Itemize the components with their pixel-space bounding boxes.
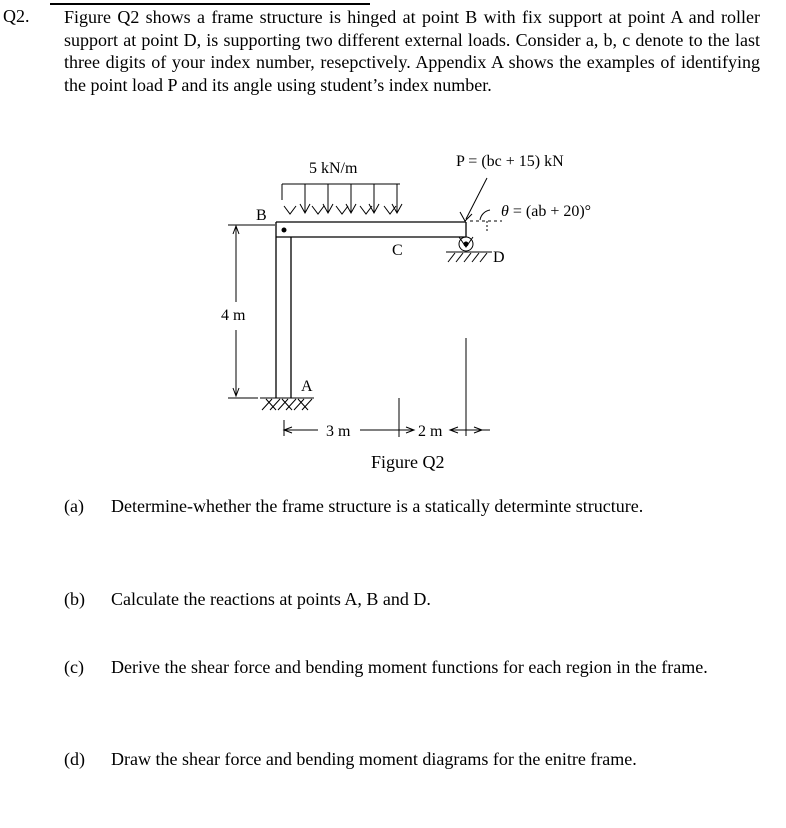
span-2-label: 2 m [418, 423, 443, 440]
frame-members [276, 222, 466, 398]
part-a-text: Determine-whether the frame structure is a statically determinte structure. [111, 496, 644, 516]
label-B: B [256, 207, 267, 224]
fixed-support-A [260, 398, 314, 410]
distributed-load [282, 184, 402, 214]
part-d-text: Draw the shear force and bending moment diagrams for the enitre frame. [111, 749, 637, 769]
label-A: A [301, 378, 313, 395]
figure-caption: Figure Q2 [371, 452, 445, 472]
part-d-label: (d) [64, 749, 85, 769]
span-1-label: 3 m [326, 423, 351, 440]
roller-support-D [446, 237, 492, 262]
part-c-text: Derive the shear force and bending moment functions for each region in the frame. [111, 657, 708, 677]
angle-label [501, 203, 591, 220]
hinge-B [282, 228, 287, 233]
span-dimension [284, 338, 490, 437]
part-a-label: (a) [64, 496, 84, 516]
question-text: Figure Q2 shows a frame structure is hinged at point B with fix support at point A and roller support at point D, is supporting two different external loads. Consider a, b, c denote to the last three digits of your index number, resepctively. Appendix A shows the examples of identifying the point load P and its angle using student’s index number. [64, 7, 760, 95]
height-label: 4 m [221, 307, 246, 324]
label-C: C [392, 242, 403, 259]
angle-expression: = (ab + 20)° [508, 203, 592, 220]
angle-symbol: θ [501, 203, 509, 220]
udl-label: 5 kN/m [309, 160, 358, 177]
part-b-label: (b) [64, 589, 85, 609]
part-c-label: (c) [64, 657, 84, 677]
point-load-label: P = (bc + 15) kN [456, 153, 564, 170]
label-D: D [493, 249, 505, 266]
part-b-text: Calculate the reactions at points A, B and D. [111, 589, 431, 609]
question-number: Q2. [3, 6, 30, 26]
